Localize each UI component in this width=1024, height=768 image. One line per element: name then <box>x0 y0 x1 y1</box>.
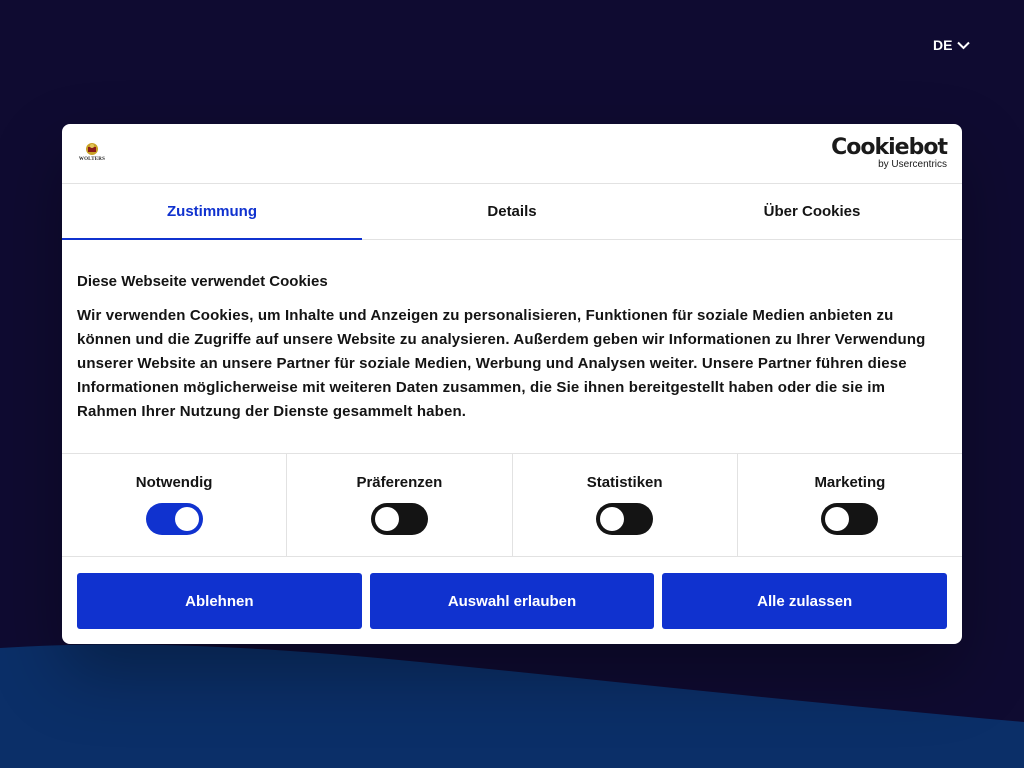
toggle-marketing-label: Marketing <box>814 474 886 491</box>
chevron-down-icon <box>957 41 970 50</box>
allow-all-button[interactable]: Alle zulassen <box>662 573 947 629</box>
toggle-marketing-switch[interactable] <box>821 503 878 535</box>
site-logo <box>77 142 107 166</box>
decline-button[interactable]: Ablehnen <box>77 573 362 629</box>
language-label: DE <box>933 37 953 53</box>
dialog-header <box>62 124 962 184</box>
wolters-logo-icon <box>85 142 99 156</box>
toggle-necessary-switch[interactable] <box>146 503 203 535</box>
toggle-statistics-label: Statistiken <box>586 474 663 491</box>
switch-knob <box>600 507 624 531</box>
toggle-preferences-switch[interactable] <box>371 503 428 535</box>
tab-about-cookies[interactable]: Über Cookies <box>763 203 861 220</box>
toggle-necessary <box>62 454 287 556</box>
toggle-statistics <box>513 454 738 556</box>
cookie-consent-dialog <box>62 124 962 644</box>
site-logo-text: WOLTERS <box>78 156 106 162</box>
tab-details[interactable]: Details <box>487 203 537 220</box>
cookiebot-wordmark: Cookiebot <box>831 135 947 160</box>
toggle-necessary-label: Notwendig <box>135 474 213 491</box>
switch-knob <box>825 507 849 531</box>
language-selector[interactable] <box>933 37 970 53</box>
tab-consent[interactable]: Zustimmung <box>62 184 362 239</box>
toggle-marketing <box>738 454 962 556</box>
action-buttons <box>62 557 962 644</box>
toggle-statistics-switch[interactable] <box>596 503 653 535</box>
cookiebot-logo[interactable] <box>831 137 947 170</box>
consent-title: Diese Webseite verwendet Cookies <box>77 273 328 290</box>
cookiebot-byline: by Usercentrics <box>878 159 947 170</box>
switch-knob <box>175 507 199 531</box>
category-toggles <box>62 453 962 557</box>
tab-bar <box>62 184 962 240</box>
allow-selection-button[interactable]: Auswahl erlauben <box>370 573 655 629</box>
toggle-preferences-label: Präferenzen <box>356 474 443 491</box>
background-wave <box>0 640 1024 768</box>
consent-body: Wir verwenden Cookies, um Inhalte und Anzeigen zu personalisieren, Funktionen für soziale Medien anbieten zu können und die Zugriffe auf unsere Website zu analysieren. Außerdem geben wir Informationen zu Ihrer Verwendung unserer Website an unsere Partner für soziale Medien, Werbung und Analysen weiter. Unsere Partner führen diese Informationen möglicherweise mit weiteren Daten zusammen, die Sie ihnen bereitgestellt haben oder die sie im Rahmen Ihrer Nutzung der Dienste gesammelt haben. <box>77 307 926 420</box>
consent-content <box>62 240 962 453</box>
toggle-preferences <box>287 454 512 556</box>
switch-knob <box>375 507 399 531</box>
